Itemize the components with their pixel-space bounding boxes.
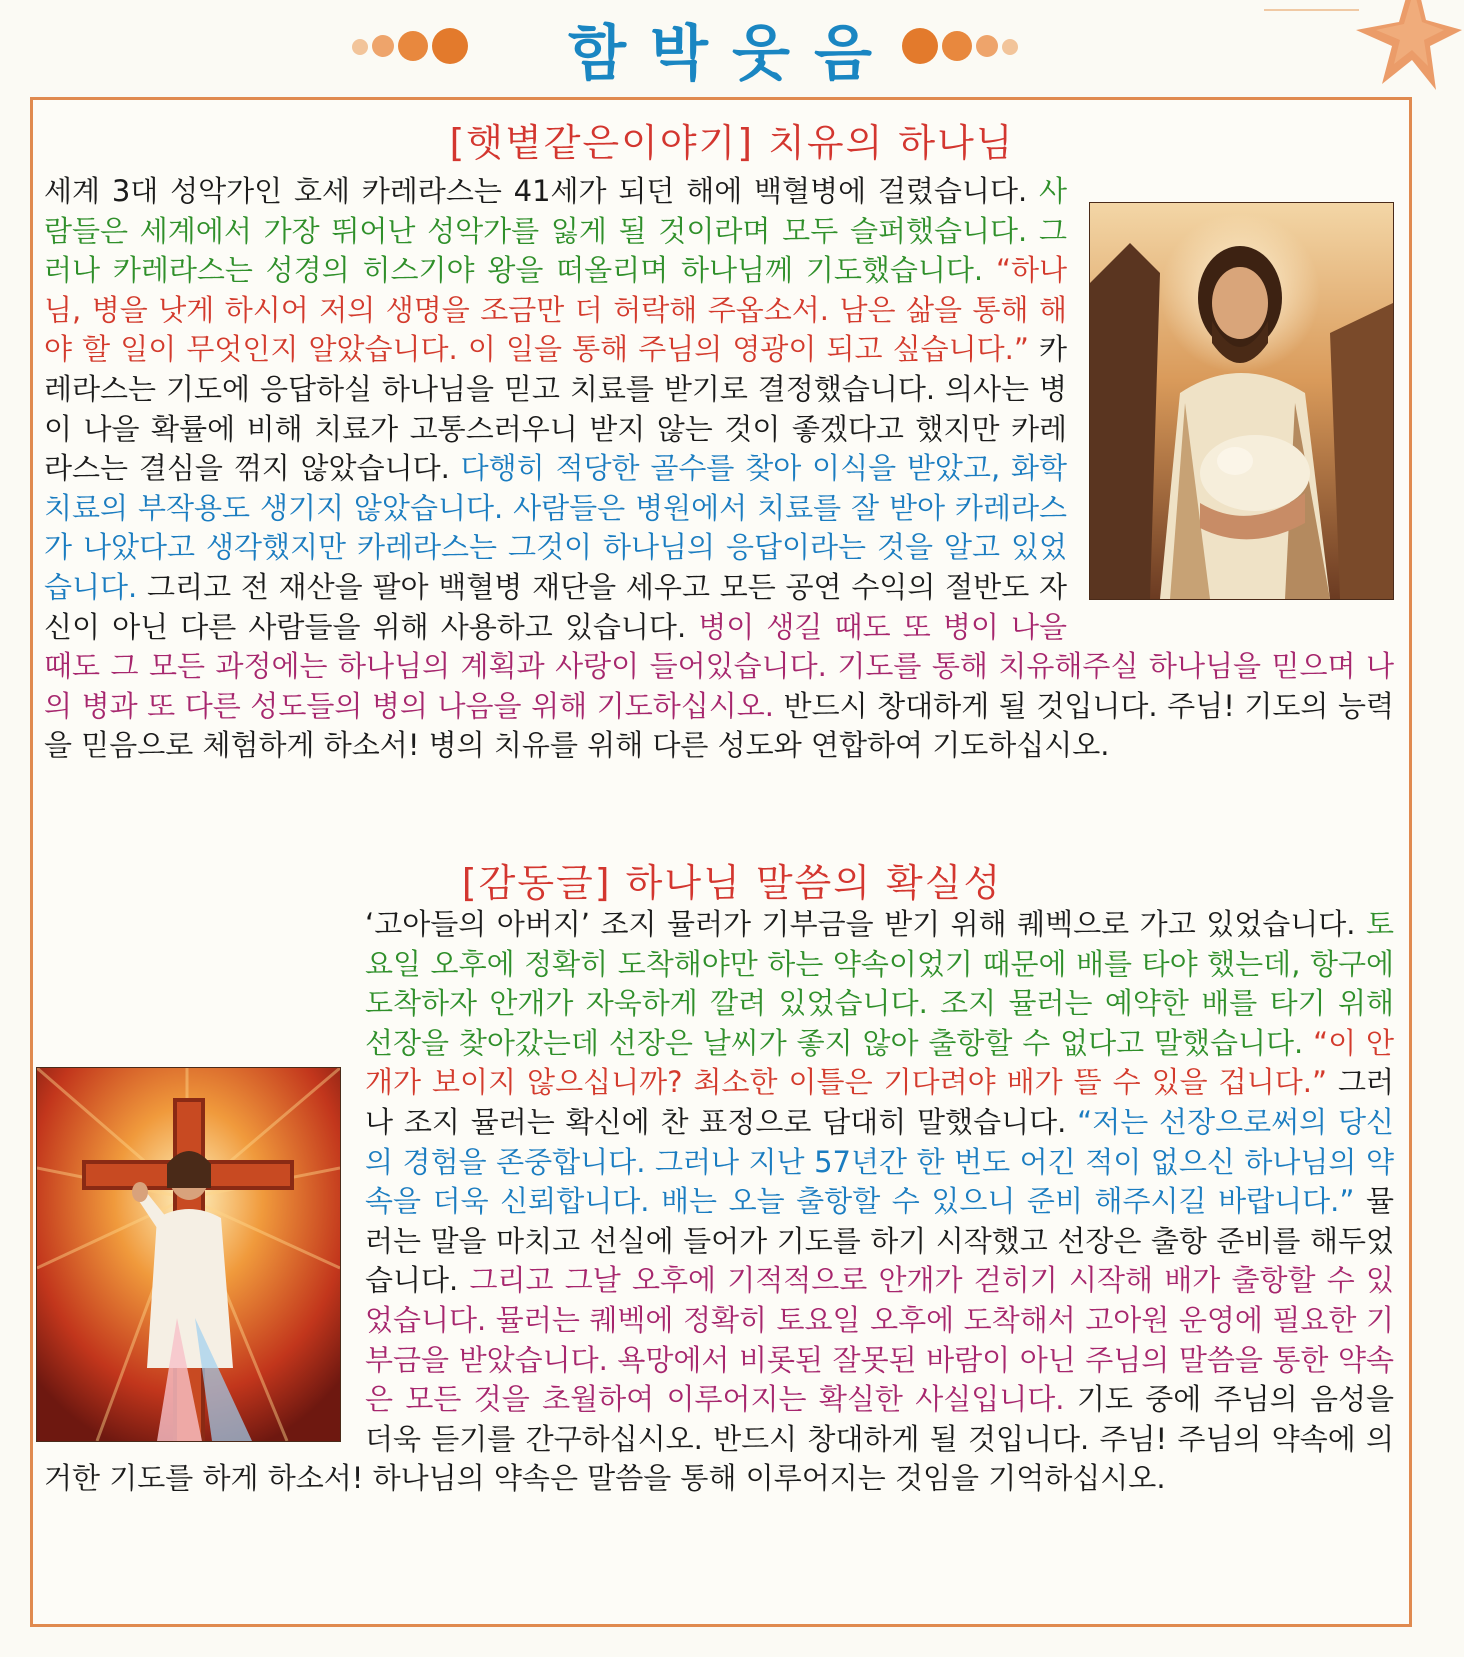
story1-segment-black: 세계 3대 성악가인 호세 카레라스는 41세가 되던 해에 백혈병에 걸렸습니다. (44, 174, 1039, 208)
page-header (0, 0, 1464, 95)
story1-title: [햇볕같은이야기] 치유의 하나님 (449, 121, 1015, 165)
story2-segment-black: 뮬러는 말을 마치고 선실에 들어가 기도를 하기 시작했고 선장은 출항 준비를 해두었습니다. (365, 1184, 1394, 1298)
story1-segment-black: 반드시 창대하게 될 것입니다. 주님! 기도의 능력을 믿음으로 체험하게 하소서! 병의 치유를 위해 다른 성도와 연합하여 기도하십시오. (44, 688, 1395, 763)
decorative-dots-right (902, 28, 1022, 64)
jesus-with-lamb-image (1089, 202, 1394, 600)
story2-title: [감동글] 하나님 말씀의 확실성 (461, 861, 1003, 905)
story2-segment-red: “이 안개가 보이지 않으십니까? 최소한 이틀은 기다려야 배가 뜰 수 있을 겁니다.” (365, 1025, 1394, 1100)
story2-segment-green: 토요일 오후에 정확히 도착해야만 하는 약속이었기 때문에 배를 타야 했는데, 항구에 도착하자 안개가 자욱하게 깔려 있었습니다. 조지 뮬러는 예약한 배를 타기 위해 선장을 찾아갔는데 선장은 날씨가 좋지 않아 출항할 수 없다고 말했습니다. (365, 907, 1394, 1060)
story1-segment-purple: 병이 생길 때도 또 병이 나을 때도 그 모든 과정에는 하나님의 계획과 사랑이 들어있습니다. 기도를 통해 치유해주실 하나님을 믿으며 나의 병과 또 다른 성도들의 병의 나음을 위해 기도하십시오. (44, 609, 1394, 723)
story1-segment-blue: 다행히 적당한 골수를 찾아 이식을 받았고, 화학치료의 부작용도 생기지 않았습니다. 사람들은 병원에서 치료를 잘 받아 카레라스가 나았다고 생각했지만 카레라스는 그것이 하나님의 응답이라는 것을 알고 있었습니다. (44, 451, 1068, 604)
story2-segment-black: 그러나 조지 뮬러는 확신에 찬 표정으로 담대히 말했습니다. (365, 1065, 1394, 1139)
story1-segment-red: “하나님, 병을 낫게 하시어 저의 생명을 조금만 더 허락해 주옵소서. 남은 삶을 통해 해야 할 일이 무엇인지 알았습니다. 이 일을 통해 주님의 영광이 되고 싶습니다.” (44, 253, 1067, 367)
story2-segment-black: ‘고아들의 아버지’ 조지 뮬러가 기부금을 받기 위해 퀘벡으로 가고 있었습니다. (365, 907, 1366, 941)
story2-segment-black: 기도 중에 주님의 음성을 더욱 듣기를 간구하십시오. 반드시 창대하게 될 것입니다. 주님! 주님의 약속에 의거한 기도를 하게 하소서! 하나님의 약속은 말씀을 통해 이루어지는 것임을 기억하십시오. (44, 1382, 1395, 1496)
story2-segment-blue: “저는 선장으로써의 당신의 경험을 존중합니다. 그러나 지난 57년간 한 번도 어긴 적이 없으신 하나님의 약속을 더욱 신뢰합니다. 배는 오늘 출항할 수 있으니 준비 해주시길 바랍니다.” (365, 1104, 1394, 1219)
story1-body (44, 172, 1394, 766)
story1-segment-black: 카레라스는 기도에 응답하실 하나님을 믿고 치료를 받기로 결정했습니다. 의사는 병이 나을 확률에 비해 치료가 고통스러우니 받지 않는 것이 좋겠다고 했지만 카레라스는 결심을 꺾지 않았습니다. (44, 332, 1067, 486)
story1-segment-green: 사람들은 세계에서 가장 뛰어난 성악가를 잃게 될 것이라며 모두 슬퍼했습니다. 그러나 카레라스는 성경의 히스기야 왕을 떠올리며 하나님께 기도했습니다. (44, 174, 1067, 288)
story2-segment-purple: 그리고 그날 오후에 기적적으로 안개가 걷히기 시작해 배가 출항할 수 있었습니다. 뮬러는 퀘벡에 정확히 토요일 오후에 도착해서 고아원 운영에 필요한 기부금을 받았습니다. 욕망에서 비롯된 잘못된 바람이 아닌 주님의 말씀을 통한 약속은 모든 것을 초월하여 이루어지는 확실한 사실입니다. (365, 1263, 1395, 1417)
story1-segment-black: 그리고 전 재산을 팔아 백혈병 재단을 세우고 모든 공연 수익의 절반도 자신이 아닌 다른 사람들을 위해 사용하고 있습니다. (44, 569, 1067, 644)
story2-body (44, 905, 1394, 1499)
star-icon (1264, 0, 1464, 95)
page-title: 함박웃음 (568, 19, 896, 89)
divine-mercy-cross-image (36, 1067, 341, 1442)
